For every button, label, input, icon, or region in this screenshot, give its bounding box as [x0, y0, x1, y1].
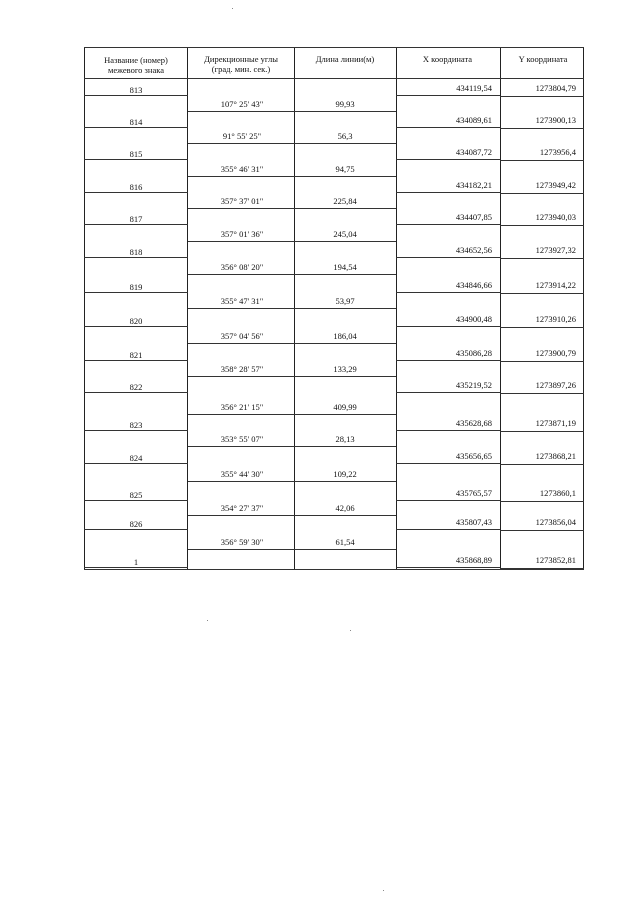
segment-row-separator [294, 414, 396, 415]
y-coordinate-cell: 1273856,04 [535, 517, 576, 527]
line-length-cell: 194,54 [333, 262, 357, 272]
scan-speck [383, 890, 384, 891]
y-coordinate-cell: 1273897,26 [535, 380, 576, 390]
segment-row-separator [188, 549, 294, 550]
y-coordinate-cell: 1273956,4 [539, 147, 576, 157]
y-coordinate-cell: 1273900,79 [535, 348, 576, 358]
scan-speck [207, 620, 208, 621]
point-name-cell: 825 [129, 490, 143, 500]
line-length-cell: 94,75 [335, 164, 355, 174]
y-coordinate-cell: 1273910,26 [535, 314, 576, 324]
coord-row-separator [500, 530, 584, 531]
line-length-cell: 409,99 [333, 402, 357, 412]
line-length-cell: 42,06 [335, 503, 355, 513]
segment-row-separator [188, 343, 294, 344]
x-coordinate-cell: 435086,28 [455, 348, 492, 358]
coord-row-separator [500, 501, 584, 502]
point-row-separator [84, 159, 188, 160]
coord-row-separator [500, 431, 584, 432]
coord-row-separator [396, 326, 500, 327]
point-name-cell: 1 [133, 557, 139, 567]
direction-angle-cell: 356° 21' 15" [220, 402, 264, 412]
point-name-cell: 817 [129, 214, 143, 224]
table-border-top [84, 47, 584, 48]
coord-row-separator [396, 567, 500, 568]
segment-row-separator [188, 515, 294, 516]
segment-row-separator [188, 376, 294, 377]
x-coordinate-cell: 435765,57 [455, 488, 492, 498]
segment-row-separator [294, 241, 396, 242]
scan-speck [232, 8, 233, 9]
point-name-cell: 818 [129, 247, 143, 257]
coord-row-separator [396, 292, 500, 293]
line-length-cell: 53,97 [335, 296, 355, 306]
segment-row-separator [294, 481, 396, 482]
point-name-cell: 820 [129, 316, 143, 326]
table-border-bottom [84, 569, 584, 570]
line-length-cell: 109,22 [333, 469, 357, 479]
point-row-separator [84, 529, 188, 530]
coord-row-separator [500, 258, 584, 259]
segment-row-separator [188, 414, 294, 415]
segment-row-separator [188, 208, 294, 209]
point-row-separator [84, 257, 188, 258]
segment-row-separator [294, 111, 396, 112]
line-length-cell: 186,04 [333, 331, 357, 341]
direction-angle-cell: 358° 28' 57" [220, 364, 264, 374]
segment-row-separator [294, 274, 396, 275]
x-coordinate-cell: 434846,66 [455, 280, 492, 290]
segment-row-separator [294, 343, 396, 344]
coord-row-separator [396, 529, 500, 530]
coord-row-separator [396, 257, 500, 258]
segment-row-separator [188, 111, 294, 112]
point-row-separator [84, 430, 188, 431]
point-row-separator [84, 360, 188, 361]
direction-angle-cell: 354° 27' 37" [220, 503, 264, 513]
x-coordinate-cell: 434652,56 [455, 245, 492, 255]
point-row-separator [84, 463, 188, 464]
point-name-cell: 824 [129, 453, 143, 463]
y-coordinate-cell: 1273914,22 [535, 280, 576, 290]
segment-row-separator [294, 308, 396, 309]
x-coordinate-cell: 435868,89 [455, 555, 492, 565]
line-length-cell: 133,29 [333, 364, 357, 374]
y-coordinate-cell: 1273860,1 [539, 488, 576, 498]
header-direction-angle: Дирекционные углы (град. мин. сек.) [204, 54, 278, 74]
x-coordinate-cell: 434407,85 [455, 212, 492, 222]
point-name-cell: 826 [129, 519, 143, 529]
scan-speck [350, 630, 351, 631]
coord-row-separator [396, 159, 500, 160]
point-row-separator [84, 292, 188, 293]
line-length-cell: 245,04 [333, 229, 357, 239]
line-length-cell: 28,13 [335, 434, 355, 444]
coord-row-separator [396, 360, 500, 361]
point-name-cell: 815 [129, 149, 143, 159]
segment-row-separator [188, 143, 294, 144]
point-row-separator [84, 326, 188, 327]
direction-angle-cell: 356° 08' 20" [220, 262, 264, 272]
table-border-left [84, 47, 85, 569]
line-length-cell: 225,84 [333, 196, 357, 206]
x-coordinate-cell: 434089,61 [455, 115, 492, 125]
y-coordinate-cell: 1273871,19 [535, 418, 576, 428]
point-row-separator [84, 500, 188, 501]
table-border-col3 [396, 47, 397, 569]
x-coordinate-cell: 434900,48 [455, 314, 492, 324]
coord-row-separator [500, 393, 584, 394]
segment-row-separator [188, 241, 294, 242]
coord-row-separator [396, 392, 500, 393]
point-name-cell: 816 [129, 182, 143, 192]
point-row-separator [84, 127, 188, 128]
segment-row-separator [294, 515, 396, 516]
segment-row-separator [188, 176, 294, 177]
x-coordinate-cell: 435656,65 [455, 451, 492, 461]
point-name-cell: 822 [129, 382, 143, 392]
x-coordinate-cell: 434087,72 [455, 147, 492, 157]
point-row-separator [84, 567, 188, 568]
point-row-separator [84, 192, 188, 193]
coord-row-separator [396, 224, 500, 225]
coord-row-separator [396, 127, 500, 128]
direction-angle-cell: 357° 37' 01" [220, 196, 264, 206]
line-length-cell: 99,93 [335, 99, 355, 109]
coord-row-separator [500, 160, 584, 161]
coord-row-separator [396, 95, 500, 96]
header-point-name: Название (номер) межевого знака [104, 55, 168, 75]
segment-row-separator [188, 481, 294, 482]
segment-row-separator [188, 308, 294, 309]
direction-angle-cell: 91° 55' 25" [222, 131, 262, 141]
line-length-cell: 56,3 [337, 131, 353, 141]
direction-angle-cell: 357° 01' 36" [220, 229, 264, 239]
y-coordinate-cell: 1273868,21 [535, 451, 576, 461]
segment-row-separator [294, 176, 396, 177]
y-coordinate-cell: 1273940,03 [535, 212, 576, 222]
point-name-cell: 813 [129, 85, 143, 95]
x-coordinate-cell: 435628,68 [455, 418, 492, 428]
y-coordinate-cell: 1273852,81 [535, 555, 576, 565]
y-coordinate-cell: 1273804,79 [535, 83, 576, 93]
coord-row-separator [500, 568, 584, 569]
coord-row-separator [500, 128, 584, 129]
x-coordinate-cell: 435807,43 [455, 517, 492, 527]
line-length-cell: 61,54 [335, 537, 355, 547]
point-name-cell: 819 [129, 282, 143, 292]
coord-row-separator [500, 96, 584, 97]
x-coordinate-cell: 434182,21 [455, 180, 492, 190]
y-coordinate-cell: 1273949,42 [535, 180, 576, 190]
segment-row-separator [294, 549, 396, 550]
header-x-coordinate: X координата [422, 54, 473, 64]
coord-row-separator [500, 293, 584, 294]
header-y-coordinate: Y координата [518, 54, 568, 64]
coord-row-separator [396, 430, 500, 431]
x-coordinate-cell: 435219,52 [455, 380, 492, 390]
header-line-length: Длина линии(м) [315, 54, 375, 64]
coord-row-separator [500, 464, 584, 465]
coord-row-separator [500, 193, 584, 194]
coord-row-separator [500, 361, 584, 362]
y-coordinate-cell: 1273927,32 [535, 245, 576, 255]
segment-row-separator [294, 208, 396, 209]
segment-row-separator [294, 143, 396, 144]
table-header-divider [84, 78, 584, 79]
point-row-separator [84, 224, 188, 225]
point-row-separator [84, 392, 188, 393]
point-name-cell: 814 [129, 117, 143, 127]
segment-row-separator [188, 274, 294, 275]
coord-row-separator [396, 500, 500, 501]
point-name-cell: 823 [129, 420, 143, 430]
segment-row-separator [294, 446, 396, 447]
coord-row-separator [500, 225, 584, 226]
segment-row-separator [188, 446, 294, 447]
table-border-right [583, 47, 584, 569]
coord-row-separator [500, 327, 584, 328]
point-row-separator [84, 95, 188, 96]
point-name-cell: 821 [129, 350, 143, 360]
direction-angle-cell: 357° 04' 56" [220, 331, 264, 341]
y-coordinate-cell: 1273900,13 [535, 115, 576, 125]
direction-angle-cell: 353° 55' 07" [220, 434, 264, 444]
direction-angle-cell: 107° 25' 43" [220, 99, 264, 109]
direction-angle-cell: 356° 59' 30" [220, 537, 264, 547]
coord-row-separator [396, 192, 500, 193]
segment-row-separator [294, 376, 396, 377]
direction-angle-cell: 355° 46' 31" [220, 164, 264, 174]
x-coordinate-cell: 434119,54 [456, 83, 492, 93]
direction-angle-cell: 355° 47' 31" [220, 296, 264, 306]
direction-angle-cell: 355° 44' 30" [220, 469, 264, 479]
coord-row-separator [396, 463, 500, 464]
